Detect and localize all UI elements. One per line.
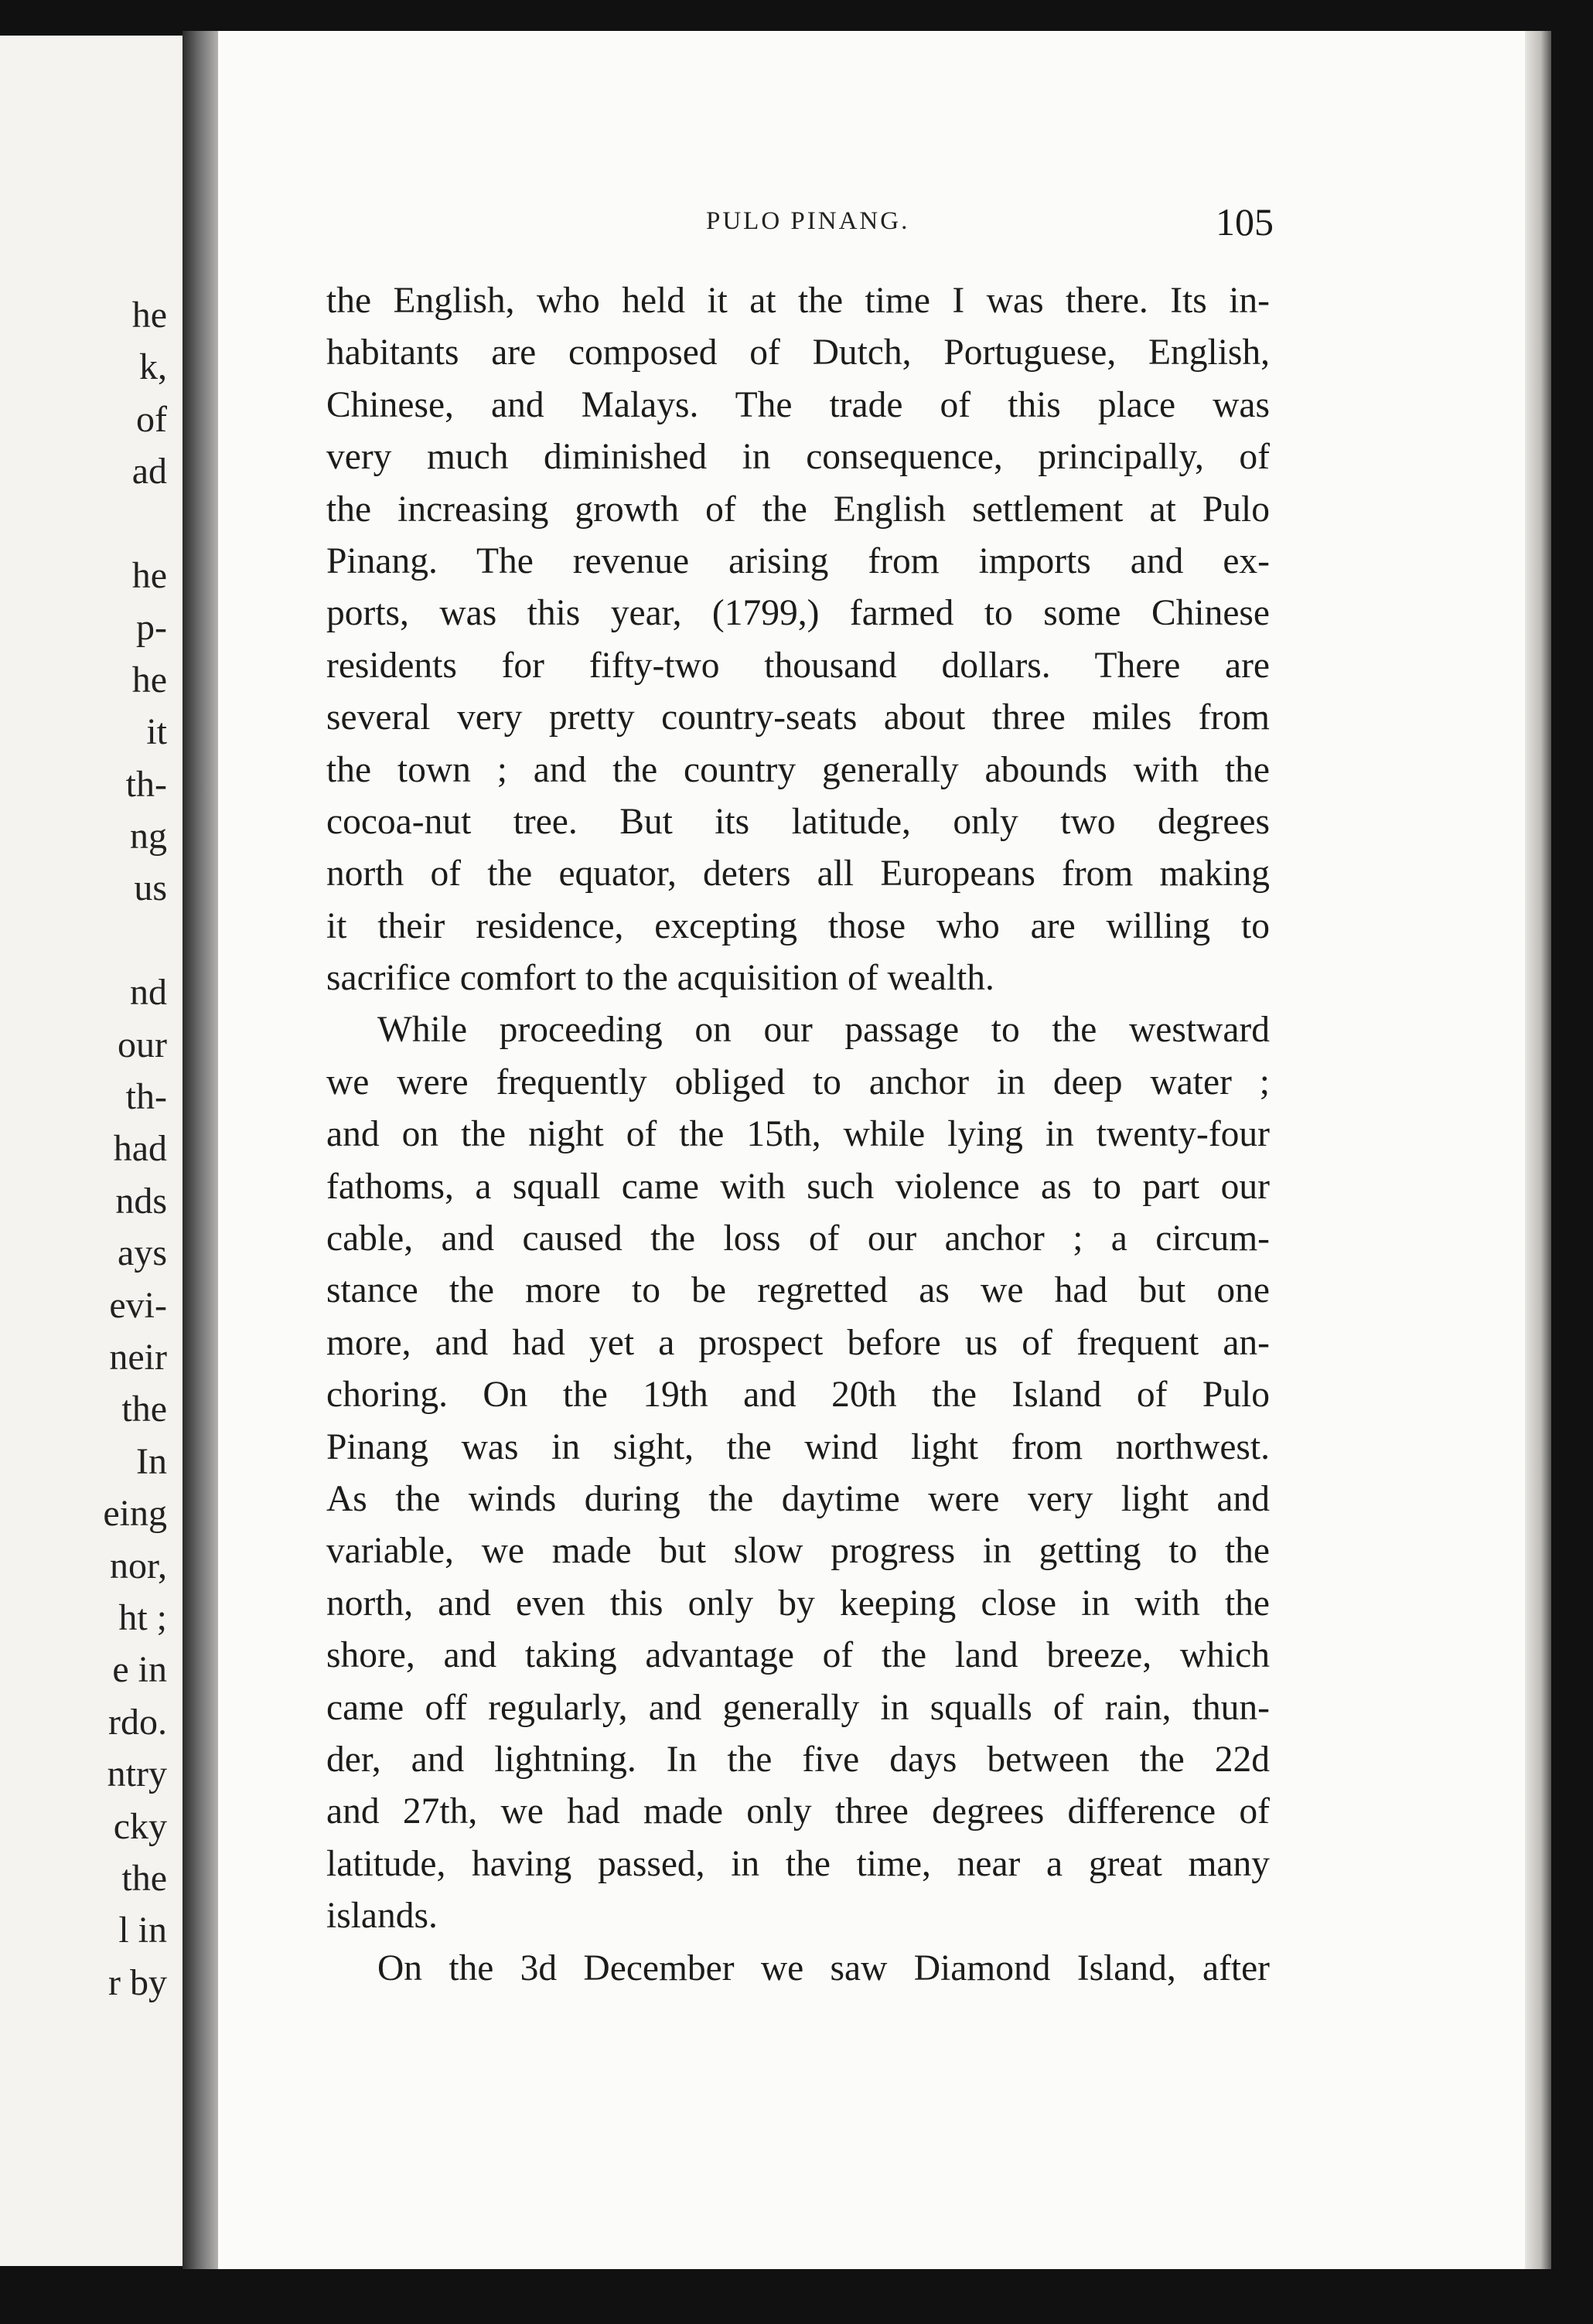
- left-page-line: e in: [112, 1649, 167, 1691]
- left-page-line: it: [146, 711, 167, 753]
- left-page-line: ht ;: [118, 1597, 167, 1638]
- left-page-line: nds: [115, 1180, 167, 1222]
- text-line: north of the equator, deters all Europeans from making: [326, 854, 1270, 895]
- left-page-line: nor,: [109, 1545, 167, 1586]
- left-page-line: rdo.: [108, 1701, 167, 1743]
- text-line: came off regularly, and generally in squalls of rain, thun-: [326, 1687, 1270, 1728]
- text-line: Pinang. The revenue arising from imports and ex-: [326, 540, 1270, 581]
- left-page-line: us: [134, 867, 167, 909]
- left-page-line: ays: [118, 1232, 167, 1274]
- left-page-line: th-: [125, 1076, 167, 1117]
- text-line: the English, who held it at the time I was there. Its in-: [326, 281, 1270, 321]
- text-line: the increasing growth of the English settlement at Pulo: [326, 489, 1270, 530]
- text-line: cocoa-nut tree. But its latitude, only two degrees: [326, 801, 1270, 842]
- left-page-line: l in: [118, 1910, 167, 1951]
- text-line: Chinese, and Malays. The trade of this place was: [326, 384, 1270, 425]
- text-line: it their residence, excepting those who are willing to: [326, 905, 1270, 946]
- left-page-line: evi-: [109, 1284, 167, 1326]
- left-page-line: ng: [130, 816, 167, 857]
- left-page-line: had: [113, 1128, 167, 1170]
- page-edge-shadow: [1525, 31, 1551, 2269]
- text-line: residents for fifty-two thousand dollars. There are: [326, 645, 1270, 686]
- text-line: habitants are composed of Dutch, Portuguese, English,: [326, 332, 1270, 373]
- text-line: and 27th, we had made only three degrees difference of: [326, 1791, 1270, 1832]
- left-page-line: In: [136, 1440, 167, 1482]
- left-page-line: k,: [139, 346, 167, 388]
- left-page-line: the: [121, 1389, 167, 1430]
- text-line: very much diminished in consequence, principally, of: [326, 437, 1270, 478]
- text-line: fathoms, a squall came with such violence as to part our: [326, 1166, 1270, 1207]
- text-line: While proceeding on our passage to the westward: [377, 1010, 1270, 1051]
- left-page-line: he: [131, 295, 167, 336]
- left-page-line: ntry: [107, 1753, 167, 1795]
- text-line: stance the more to be regretted as we had but one: [326, 1270, 1270, 1311]
- left-page-line: r by: [108, 1961, 167, 2003]
- left-page-line: p-: [136, 607, 167, 649]
- text-line: several very pretty country-seats about three miles from: [326, 697, 1270, 738]
- left-page-line: he: [131, 659, 167, 700]
- text-line: Pinang was in sight, the wind light from northwest.: [326, 1426, 1270, 1467]
- left-page-line: of: [136, 398, 167, 440]
- text-line: latitude, having passed, in the time, near a great many: [326, 1843, 1270, 1884]
- body-text: [326, 275, 1270, 1995]
- left-page-line: eing: [103, 1493, 167, 1535]
- text-line: On the 3d December we saw Diamond Island, after: [377, 1947, 1270, 1988]
- left-page-line: ad: [131, 451, 167, 492]
- text-line: choring. On the 19th and 20th the Island of Pulo: [326, 1375, 1270, 1416]
- text-line: shore, and taking advantage of the land breeze, which: [326, 1635, 1270, 1676]
- text-line: As the winds during the daytime were very light and: [326, 1478, 1270, 1519]
- text-line: sacrifice comfort to the acquisition of wealth.: [326, 958, 994, 999]
- text-line: cable, and caused the loss of our anchor ; a circum-: [326, 1218, 1270, 1259]
- left-page-line: nd: [130, 972, 167, 1014]
- left-page-line: he: [131, 555, 167, 596]
- text-line: more, and had yet a prospect before us of frequent an-: [326, 1322, 1270, 1363]
- left-page-line: th-: [125, 763, 167, 805]
- text-line: and on the night of the 15th, while lying in twenty-four: [326, 1114, 1270, 1155]
- left-page-line: neir: [109, 1337, 167, 1378]
- page-number: 105: [1216, 200, 1274, 244]
- text-line: islands.: [326, 1896, 438, 1937]
- left-page-fragment: [0, 36, 196, 2266]
- text-line: the town ; and the country generally abounds with the: [326, 749, 1270, 790]
- left-page-line: our: [118, 1024, 167, 1065]
- text-line: north, and even this only by keeping close in with the: [326, 1583, 1270, 1624]
- text-line: ports, was this year, (1799,) farmed to some Chinese: [326, 593, 1270, 634]
- running-head: PULO PINANG.: [706, 207, 910, 235]
- text-line: we were frequently obliged to anchor in deep water ;: [326, 1061, 1270, 1102]
- text-line: der, and lightning. In the five days between the 22d: [326, 1739, 1270, 1780]
- text-line: variable, we made but slow progress in getting to the: [326, 1531, 1270, 1572]
- left-page-line: the: [121, 1858, 167, 1899]
- left-page-line: cky: [113, 1805, 167, 1847]
